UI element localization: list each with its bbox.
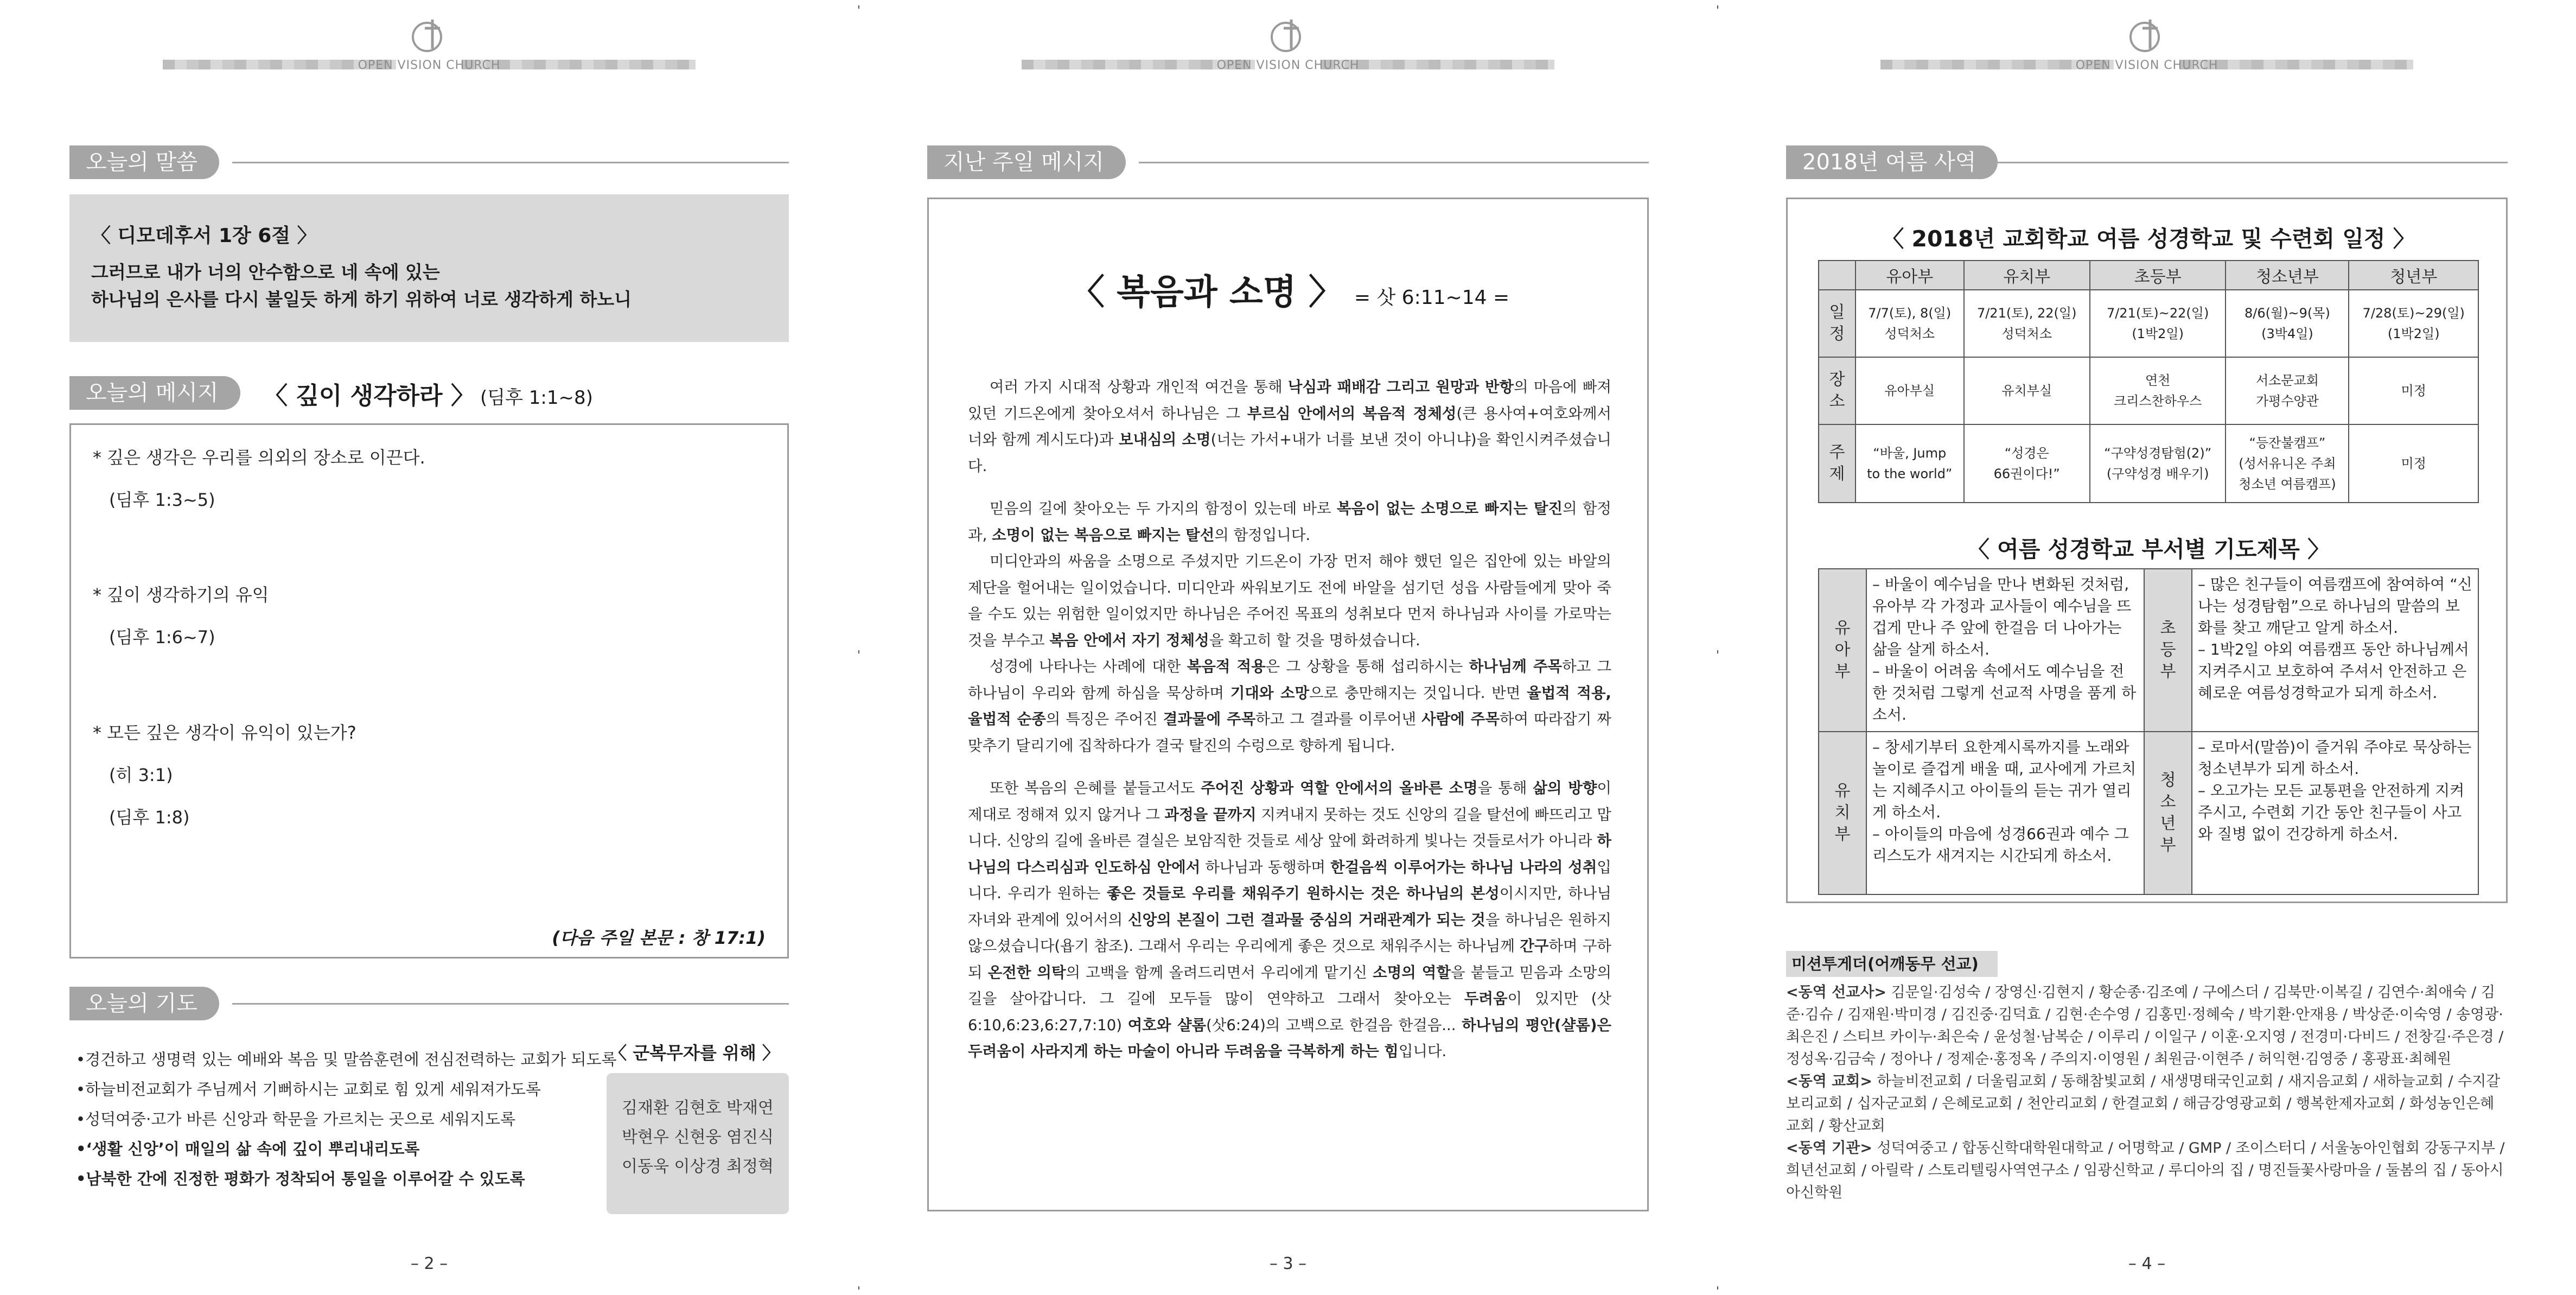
prayer-item: •‘생활 신앙’이 매일의 삶 속에 깊이 뿌리내리도록 [76, 1140, 420, 1158]
message-reference: (딤후 1:1~8) [480, 387, 593, 409]
row-header: 유 아 부 [1819, 569, 1866, 732]
prayer-table-title: 〈 여름 성경학교 부서별 기도제목 〉 [1967, 536, 2330, 562]
outline-ref: (딤후 1:6~7) [109, 627, 215, 648]
prayer-table [1818, 568, 2479, 895]
mission-missionaries: <동역 선교사> 김문일·김성숙 / 장영신·김현지 / 황순종·김조예 / 구에스더 / 김북만·이복길 / 김연수·최애숙 / 김준·김슈 / 김재원·박미경 / 김진중·김덕효 / 김현·손수영 / 김홍민·정혜숙 / 박기환·안재용 / 박상준·이숙영 / 송영광·최은진 / 스티브 카이누·최은숙 / 윤성철·남복순 / 이루리 / 이일구 / 이훈·오지영 / 전경미·다비드 / 전창길·주은경 / 정성옥·김금숙 / 정아나 / 정제순·홍정옥 / 주의지·이영원 / 최원금·이현주 / 허익현·김영중 / 홍광표·최혜원 [1786, 984, 2504, 1068]
page-3 [859, 0, 1717, 1295]
sermon-box [927, 198, 1649, 1211]
row-header: 유 치 부 [1819, 732, 1866, 894]
church-logo-icon [1267, 15, 1309, 56]
prayer-cell: – 로마서(말씀)이 즐거워 주야로 묵상하는 청소년부가 되게 하소서. – 오고가는 모든 교통편을 안전하게 지켜주시고, 수련회 기간 동안 친구들이 사고와 질병 없이 건강하게 하소서. [2192, 732, 2478, 894]
section-pill: 오늘의 말씀 [69, 145, 219, 179]
sermon-paragraph: 여러 가지 시대적 상황과 개인적 여건을 통해 낙심과 패배감 그리고 원망과 반항의 마음에 빠져 있던 기드온에게 찾아오셔서 하나님은 그 부르심 안에서의 복음적 정체성(큰 용사여+여호와께서 너와 함께 계시도다)과 보내심의 소명(너는 가서+내가 너를 보낸 것이 아니냐)을 확인시켜주셨습니다. [968, 378, 1612, 475]
table-cell: 연천 크리스찬하우스 [2090, 357, 2226, 424]
table-cell: 7/28(토)~29(일) (1박2일) [2349, 290, 2478, 357]
outline-ref: (딤후 1:8) [109, 807, 190, 828]
sermon-paragraph: 믿음의 길에 찾아오는 두 가지의 함정이 있는데 바로 복음이 없는 소명으로 빠지는 탈진의 함정과, 소명이 없는 복음으로 빠지는 탈선의 함정입니다. [968, 500, 1612, 544]
table-cell: 유아부실 [1856, 357, 1964, 424]
church-logo-icon [2126, 15, 2167, 56]
military-names-line: 박현우 신현웅 염진식 [622, 1128, 774, 1147]
church-logo-icon [409, 15, 450, 56]
mission-churches: <동역 교회> 하늘비전교회 / 더울림교회 / 동해참빛교회 / 새생명태국인교회 / 새지음교회 / 새하늘교회 / 수지갈보리교회 / 십자군교회 / 은혜로교회 / 천안리교회 / 한결교회 / 해금강영광교회 / 행복한제자교회 / 화성농인은혜교회 / 황산교회 [1786, 1073, 2501, 1134]
military-names-box [607, 1073, 789, 1214]
outline-item: * 깊은 생각은 우리를 의외의 장소로 이끈다. [93, 447, 425, 468]
row-header: 일 정 [1819, 290, 1856, 357]
mission-label: 미션투게더(어깨동무 선교) [1786, 951, 1998, 977]
table-cell: “바울, Jump to the world” [1856, 424, 1964, 503]
outline-ref: (딤후 1:3~5) [109, 490, 215, 510]
church-name: OPEN VISION CHURCH [358, 59, 501, 72]
page-number: – 2 – [410, 1254, 448, 1273]
mission-list [1786, 981, 2508, 1204]
page-header [0, 15, 858, 75]
page-4 [1718, 0, 2576, 1295]
column-header: 청소년부 [2226, 261, 2349, 290]
message-title [264, 376, 593, 411]
sermon-body [968, 374, 1611, 1081]
verse-text-line: 그러므로 내가 너의 안수함으로 네 속에 있는 [91, 262, 440, 283]
row-header: 청 소 년 부 [2144, 732, 2192, 894]
section-pill: 2018년 여름 사역 [1786, 145, 1998, 179]
verse-reference: 〈 디모데후서 1장 6절 〉 [91, 225, 317, 247]
schedule-table-title: 〈 2018년 교회학교 여름 성경학교 및 수련회 일정 〉 [1882, 226, 2415, 252]
section-pill: 오늘의 기도 [69, 987, 219, 1020]
sermon-paragraph: 또한 복음의 은혜를 붙들고서도 주어진 상황과 역할 안에서의 올바른 소명을 통해 삶의 방향이 제대로 정해져 있지 않거나 그 과정을 끝까지 지켜내지 못하는 것도 신앙의 길을 탈선에 빠뜨리고 맙니다. 신앙의 길에 올바른 결실은 보암직한 것들로 세상 앞에 화려하게 빛나는 것들로서가 아니라 하나님의 다스리심과 인도하심 안에서 하나님과 동행하며 한걸음씩 이루어가는 하나님 나라의 성취입니다. 우리가 원하는 좋은 것들로 우리를 채워주기 원하시는 것은 하나님의 본성이시지만, 하나님 자녀와 관계에 있어서의 신앙의 본질이 그런 결과물 중심의 거래관계가 되는 것을 하나님은 원하지 않으셨습니다(욥기 참조). 그래서 우리는 우리에게 좋은 것으로 채워주시는 하나님께 간구하며 구하되 온전한 의탁의 고백을 함께 올려드리면서 우리에게 맡기신 소명의 역할을 붙들고 믿음과 소망의 길을 살아갑니다. 그 길에 모두들 많이 연약하고 그래서 찾아오는 두려움이 있지만 (삿6:10,6:23,6:27,7:10) 여호와 샬롬(삿6:24)의 고백으로 한걸음 한걸음... 하나님의 평안(샬롬)은 두려움이 사라지게 하는 마술이 아니라 두려움을 극복하게 하는 힘입니다. [968, 779, 1612, 1060]
sermon-reference: = 삿 6:11~14 = [1354, 287, 1510, 309]
page-header [859, 15, 1717, 75]
table-cell: 미정 [2349, 357, 2478, 424]
church-name: OPEN VISION CHURCH [2075, 59, 2218, 72]
church-name: OPEN VISION CHURCH [1216, 59, 1360, 72]
next-week-text: (다음 주일 본문 : 창 17:1) [552, 928, 766, 948]
section-pill: 지난 주일 메시지 [927, 145, 1126, 179]
row-header: 주 제 [1819, 424, 1856, 503]
sermon-paragraph: 미디안과의 싸움을 소명으로 주셨지만 기드온이 가장 먼저 해야 했던 일은 집안에 있는 바알의 제단을 헐어내는 일이었습니다. 미디안과 싸워보기도 전에 바알을 섬기던 성읍 사람들에게 맞아 죽을 수도 있는 위험한 일이었지만 하나님은 주어진 목표의 성취보다 먼저 하나님과 사이를 가로막는 것을 부수고 복음 안에서 자기 정체성을 확고히 할 것을 명하셨습니다. [968, 553, 1611, 649]
prayer-item: •남북한 간에 진정한 평화가 정착되어 통일을 이루어갈 수 있도록 [76, 1170, 525, 1188]
section-title-prayer [69, 987, 789, 1020]
message-title-text: 〈 깊이 생각하라 〉 [264, 382, 475, 410]
sermon-title [929, 264, 1650, 314]
prayer-cell: – 바울이 예수님을 만나 변화된 것처럼, 유아부 각 가정과 교사들이 예수님을 뜨겁게 만나 주 앞에 한걸음 더 나아가는 삶을 살게 하소서. – 바울이 어려움 속에서도 예수님을 전한 것처럼 그렇게 선교적 사명을 품게 하소서. [1866, 569, 2144, 732]
table-cell: “성경은 66권이다!” [1964, 424, 2090, 503]
table-cell: 미정 [2349, 424, 2478, 503]
military-names-line: 김재환 김현호 박재연 [622, 1099, 774, 1118]
prayer-cell: – 창세기부터 요한계시록까지를 노래와 놀이로 즐겁게 배울 때, 교사에게 가르치는 지혜주시고 아이들의 듣는 귀가 열리게 하소서. – 아이들의 마음에 성경66권과 예수 그리스도가 새겨지는 시간되게 하소서. [1866, 732, 2144, 894]
page-header [1718, 15, 2576, 75]
section-title-sermon [927, 145, 1649, 179]
prayer-item: •하늘비전교회가 주님께서 기뻐하시는 교회로 힘 있게 세워져가도록 [76, 1080, 541, 1099]
column-header: 유치부 [1964, 261, 2090, 290]
outline-item: * 깊이 생각하기의 유익 [93, 585, 269, 605]
column-header: 초등부 [2090, 261, 2226, 290]
row-header: 장 소 [1819, 357, 1856, 424]
table-cell: 유치부실 [1964, 357, 2090, 424]
row-header: 초 등 부 [2144, 569, 2192, 732]
section-title-word [69, 145, 789, 179]
page-2 [0, 0, 858, 1295]
sermon-paragraph: 성경에 나타나는 사례에 대한 복음적 적용은 그 상황을 통해 섭리하시는 하나님께 주목하고 그 하나님이 우리와 함께 하심을 묵상하며 기대와 소망으로 충만해지는 것입니다. 반면 율법적 적용, 율법적 순종의 특징은 주어진 결과물에 주목하고 그 결과를 이루어낸 사람에 주목하여 따라잡기 짜맞추기 달리기에 집착하다가 결국 탈진의 수렁으로 향하게 됩니다. [968, 658, 1612, 754]
prayer-list [76, 1045, 619, 1194]
sermon-title-text: 〈 복음과 소명 〉 [1069, 272, 1343, 313]
outline-ref: (히 3:1) [109, 765, 173, 785]
verse-box [69, 194, 789, 342]
military-names-line: 이동욱 이상경 최정혁 [622, 1157, 774, 1176]
column-header: 청년부 [2349, 261, 2478, 290]
mission-organizations: <동역 기관> 성덕여중고 / 합동신학대학원대학교 / 어명학교 / GMP / 조이스터디 / 서울농아인협회 강동구지부 / 희년선교회 / 아릴락 / 스토리텔링사역연구소 / 임광신학교 / 루디아의 집 / 명진들꽃사랑마을 / 둘봄의 집 / 동아시아신학원 [1786, 1140, 2505, 1201]
column-header: 유아부 [1856, 261, 1964, 290]
table-cell: 7/7(토), 8(일) 성덕처소 [1856, 290, 1964, 357]
section-title-summer [1786, 145, 2508, 179]
outline-item: * 모든 깊은 생각이 유익이 있는가? [93, 722, 356, 743]
table-cell: 7/21(토), 22(일) 성덕처소 [1964, 290, 2090, 357]
table-cell: 서소문교회 가평수양관 [2226, 357, 2349, 424]
schedule-table [1818, 260, 2479, 503]
page-number: – 4 – [2128, 1254, 2166, 1273]
section-pill: 오늘의 메시지 [69, 376, 240, 410]
table-cell: “등잔불캠프” (성서유니온 주최 청소년 여름캠프) [2226, 424, 2349, 503]
table-cell: 8/6(월)~9(목) (3박4일) [2226, 290, 2349, 357]
page-number: – 3 – [1269, 1254, 1307, 1273]
prayer-cell: – 많은 친구들이 여름캠프에 참여하여 “신나는 성경탐험”으로 하나님의 말씀의 보화를 찾고 깨닫고 알게 하소서. – 1박2일 야외 여름캠프 동안 하나님께서 지켜주시고 보호하여 주셔서 안전하고 은혜로운 여름성경학교가 되게 하소서. [2192, 569, 2478, 732]
prayer-item: •경건하고 생명력 있는 예배와 복음 및 말씀훈련에 전심전력하는 교회가 되도록 [76, 1050, 617, 1069]
section-title-message [69, 376, 254, 410]
verse-text-line: 하나님의 은사를 다시 불일듯 하게 하기 위하여 너로 생각하게 하노니 [91, 289, 632, 310]
prayer-item: •성덕여중·고가 바른 신앙과 학문을 가르치는 곳으로 세워지도록 [76, 1110, 515, 1128]
table-cell: 7/21(토)~22(일) (1박2일) [2090, 290, 2226, 357]
message-outline-box [69, 423, 789, 958]
military-title: 〈 군복무자를 위해 〉 [609, 1043, 780, 1063]
table-cell: “구약성경탐험(2)” (구약성경 배우기) [2090, 424, 2226, 503]
summer-schedule-box [1786, 198, 2508, 903]
